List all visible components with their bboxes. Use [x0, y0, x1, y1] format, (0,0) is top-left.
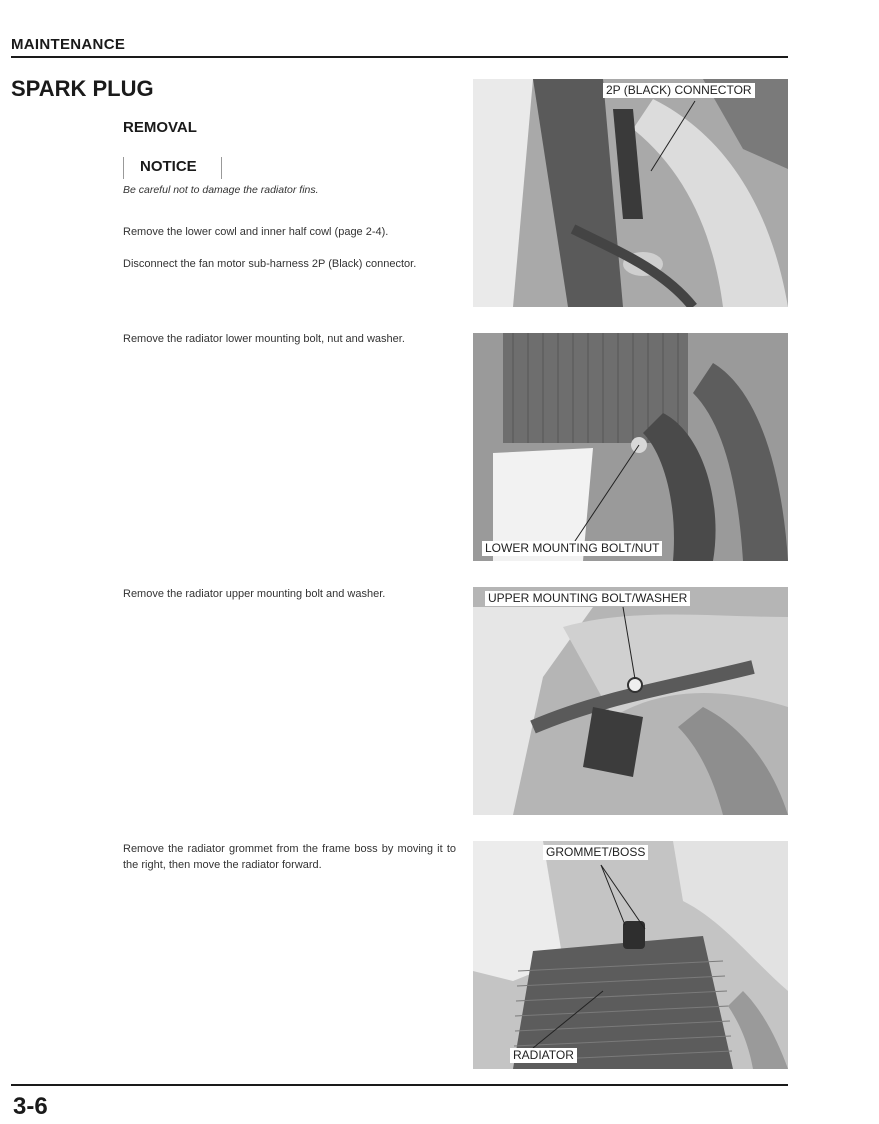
connector-photo-image — [473, 79, 788, 307]
upper-bolt-photo-image — [473, 587, 788, 815]
callout-label: GROMMET/BOSS — [543, 845, 648, 860]
section-header: MAINTENANCE — [11, 36, 126, 53]
footer-rule — [11, 1084, 788, 1086]
notice-label: NOTICE — [140, 158, 197, 175]
step-text: Remove the lower cowl and inner half cowl (page 2-4). — [123, 226, 389, 238]
figure-lower-bolt-photo — [473, 333, 788, 561]
callout-label: UPPER MOUNTING BOLT/WASHER — [485, 591, 690, 606]
subsection-heading: REMOVAL — [123, 119, 197, 136]
callout-label: LOWER MOUNTING BOLT/NUT — [482, 541, 662, 556]
notice-text: Be careful not to damage the radiator fins. — [123, 184, 319, 196]
figure-connector-photo — [473, 79, 788, 307]
figure-upper-bolt-photo — [473, 587, 788, 815]
step-text: Remove the radiator lower mounting bolt, nut and washer. — [123, 333, 405, 345]
grommet-photo-image — [473, 841, 788, 1069]
step-text: Remove the radiator upper mounting bolt and washer. — [123, 588, 386, 600]
page-title: SPARK PLUG — [11, 76, 154, 101]
step-text: Disconnect the fan motor sub-harness 2P (Black) connector. — [123, 258, 417, 270]
step-text: Remove the radiator grommet from the frame boss by moving it to the right, then move the radiator forward. — [123, 843, 456, 871]
lower-bolt-photo-image — [473, 333, 788, 561]
page-number: 3-6 — [13, 1093, 48, 1120]
figure-grommet-photo — [473, 841, 788, 1069]
header-rule — [11, 56, 788, 58]
callout-label: 2P (BLACK) CONNECTOR — [603, 83, 755, 98]
callout-label: RADIATOR — [510, 1048, 577, 1063]
